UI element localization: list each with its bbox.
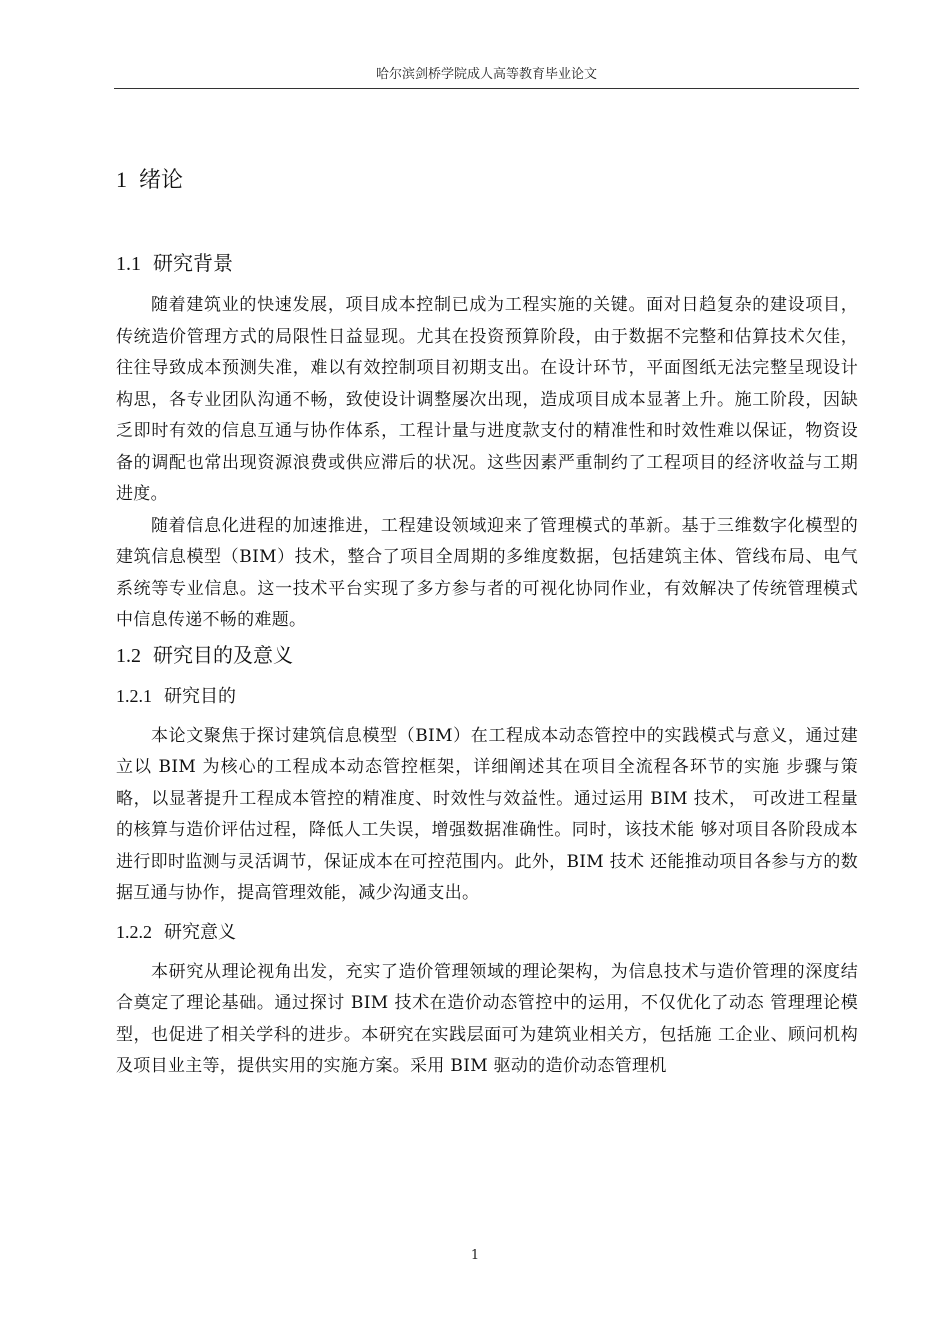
section-title: 研究目的及意义 (153, 642, 293, 667)
subsection-heading-1-2-1 (116, 680, 858, 713)
paragraph: 随着信息化进程的加速推进，工程建设领域迎来了管理模式的革新。基于三维数字化模型的建筑信息模型（BIM）技术，整合了项目全周期的多维度数据，包括建筑主体、管线布局、电气系统等专业信息。这一技术平台实现了多方参与者的可视化协同作业，有效解决了传统管理模式中信息传递不畅的难题。 (116, 515, 858, 630)
header-divider (114, 88, 859, 89)
paragraph: 本论文聚焦于探讨建筑信息模型（BIM）在工程成本动态管控中的实践模式与意义，通过建立以 BIM 为核心的工程成本动态管控框架，详细阐述其在项目全流程各环节的实施 步骤与策略，以显著提升工程成本管控的精准度、时效性与效益性。通过运用 BIM 技术， 可改进工程量的核算与造价评估过程，降低人工失误，增强数据准确性。同时，该技术能 够对项目各阶段成本进行即时监测与灵活调节，保证成本在可控范围内。此外，BIM 技术 还能推动项目各参与方的数据互通与协作，提高管理效能，减少沟通支出。 (116, 725, 858, 903)
subsection-number: 1.2.2 (116, 921, 152, 942)
subsection-number: 1.2.1 (116, 685, 152, 706)
chapter-title: 绪论 (139, 168, 184, 193)
section-heading-1-2 (116, 637, 858, 674)
section-number: 1.2 (116, 644, 141, 667)
chapter-heading (116, 160, 858, 201)
page-number: 1 (470, 1248, 480, 1263)
header-title: 哈尔滨剑桥学院成人高等教育毕业论文 (375, 67, 597, 82)
page-body (116, 160, 858, 1083)
chapter-number: 1 (116, 167, 127, 192)
paragraph: 随着建筑业的快速发展，项目成本控制已成为工程实施的关键。面对日趋复杂的建设项目，传统造价管理方式的局限性日益显现。尤其在投资预算阶段，由于数据不完整和估算技术欠佳，往往导致成本预测失准，难以有效控制项目初期支出。在设计环节，平面图纸无法完整呈现设计构思，各专业团队沟通不畅，致使设计调整屡次出现，造成项目成本显著上升。施工阶段，因缺乏即时有效的信息互通与协作体系，工程计量与进度款支付的精准性和时效性难以保证，物资设备的调配也常出现资源浪费或供应滞后的状况。这些因素严重制约了工程项目的经济收益与工期进度。 (116, 295, 858, 504)
section-number: 1.1 (116, 253, 141, 275)
subsection-title: 研究目的 (164, 685, 236, 707)
paragraph: 本研究从理论视角出发，充实了造价管理领域的理论架构，为信息技术与造价管理的深度结合奠定了理论基础。通过探讨 BIM 技术在造价动态管控中的运用，不仅优化了动态 管理理论模型，也促进了相关学科的进步。本研究在实践层面可为建筑业相关方，包括施 工企业、顾问机构及项目业主等，提供实用的实施方案。采用 BIM 驱动的造价动态管理机 (116, 961, 858, 1076)
section-title: 研究背景 (153, 251, 233, 275)
subsection-heading-1-2-2 (116, 916, 858, 949)
subsection-title: 研究意义 (164, 921, 236, 943)
section-heading-1-1 (116, 245, 858, 282)
